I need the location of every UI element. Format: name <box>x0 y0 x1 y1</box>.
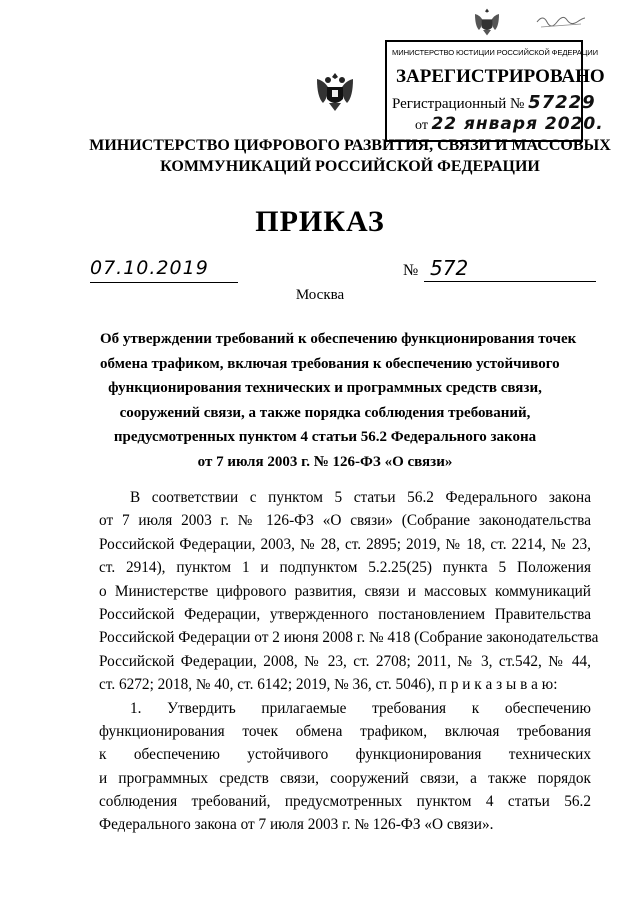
body-line: о Министерстве цифрового развития, связи и массовых коммуникаций <box>99 582 591 600</box>
body-line: Федерального закона от 7 июля 2003 г. № 126-ФЗ «О связи». <box>99 816 494 834</box>
stamp-date-label: от <box>415 118 428 133</box>
stamp-reg-number-value: 57229 <box>528 92 596 113</box>
stamp-registration-date <box>415 114 604 134</box>
body-line: ст. 2914), пунктом 1 и подпунктом 5.2.25(25) пункта 5 Положения <box>99 559 591 577</box>
body-line: и программных средств связи, сооружений связи, а также порядок <box>99 769 591 787</box>
stamp-registered-label: ЗАРЕГИСТРИРОВАНО <box>396 66 605 87</box>
stamp-ministry-name: МИНИСТЕРСТВО ЮСТИЦИИ РОССИЙСКОЙ ФЕДЕРАЦИИ <box>392 48 598 57</box>
order-number: 572 <box>424 256 596 282</box>
stamp-date-value: 22 января 2020. <box>431 114 604 134</box>
document-title <box>100 327 577 474</box>
title-line: предусмотренных пунктом 4 статьи 56.2 Федерального закона <box>113 429 537 445</box>
order-date: 07.10.2019 <box>90 256 238 283</box>
ministry-heading-line: КОММУНИКАЦИЙ РОССИЙСКОЙ ФЕДЕРАЦИИ <box>160 158 540 175</box>
order-number-label: № <box>403 262 419 279</box>
title-line: обмена трафиком, включая требования к обеспечению устойчивого <box>100 355 560 372</box>
body-line: Российской Федерации, 2003, № 28, ст. 2895; 2019, № 18, ст. 2214, № 23, <box>99 535 591 553</box>
body-line: ст. 6272; 2018, № 40, ст. 6142; 2019, № 36, ст. 5046), п р и к а з ы в а ю: <box>99 676 558 694</box>
body-line: функционирования точек обмена трафиком, включая требования <box>99 722 591 740</box>
body-line: Российской Федерации, 2008, № 23, ст. 2708; 2011, № 3, ст.542, № 44, <box>99 652 591 670</box>
body-line: соблюдения требований, предусмотренных пунктом 4 статьи 56.2 <box>99 793 591 811</box>
title-line: сооружений связи, а также порядка соблюдения требований, <box>119 404 531 421</box>
stamp-registration-number <box>392 92 596 113</box>
ministry-heading <box>60 135 640 177</box>
title-line: функционирования технических и программных средств связи, <box>108 380 542 396</box>
body-line: 1. Утвердить прилагаемые требования к обеспечению <box>130 699 591 717</box>
body-line: от 7 июля 2003 г. № 126-ФЗ «О связи» (Собрание законодательства <box>99 512 591 530</box>
body-line: к обеспечению устойчивого функционирования технических <box>99 746 591 764</box>
body-line: В соответствии с пунктом 5 статьи 56.2 Федерального закона <box>130 489 591 506</box>
body-line: Российской Федерации, утвержденного постановлением Правительства <box>99 605 591 623</box>
stamp-coat-of-arms-icon <box>471 6 503 38</box>
stamp-reg-number-label: Регистрационный № <box>392 96 525 112</box>
title-line: Об утверждении требований к обеспечению функционирования точек <box>100 331 577 347</box>
city: Москва <box>295 287 345 303</box>
body-line: Российской Федерации от 2 июня 2008 г. № 418 (Собрание законодательства <box>99 629 599 647</box>
ministry-heading-line: МИНИСТЕРСТВО ЦИФРОВОГО РАЗВИТИЯ, СВЯЗИ И МАССОВЫХ <box>89 137 611 154</box>
stamp-handwritten-mark <box>535 10 587 30</box>
russian-coat-of-arms-icon <box>311 67 359 115</box>
document-body <box>99 486 599 837</box>
document-type: ПРИКАЗ <box>255 205 385 238</box>
title-line: от 7 июля 2003 г. № 126-ФЗ «О связи» <box>197 453 453 470</box>
